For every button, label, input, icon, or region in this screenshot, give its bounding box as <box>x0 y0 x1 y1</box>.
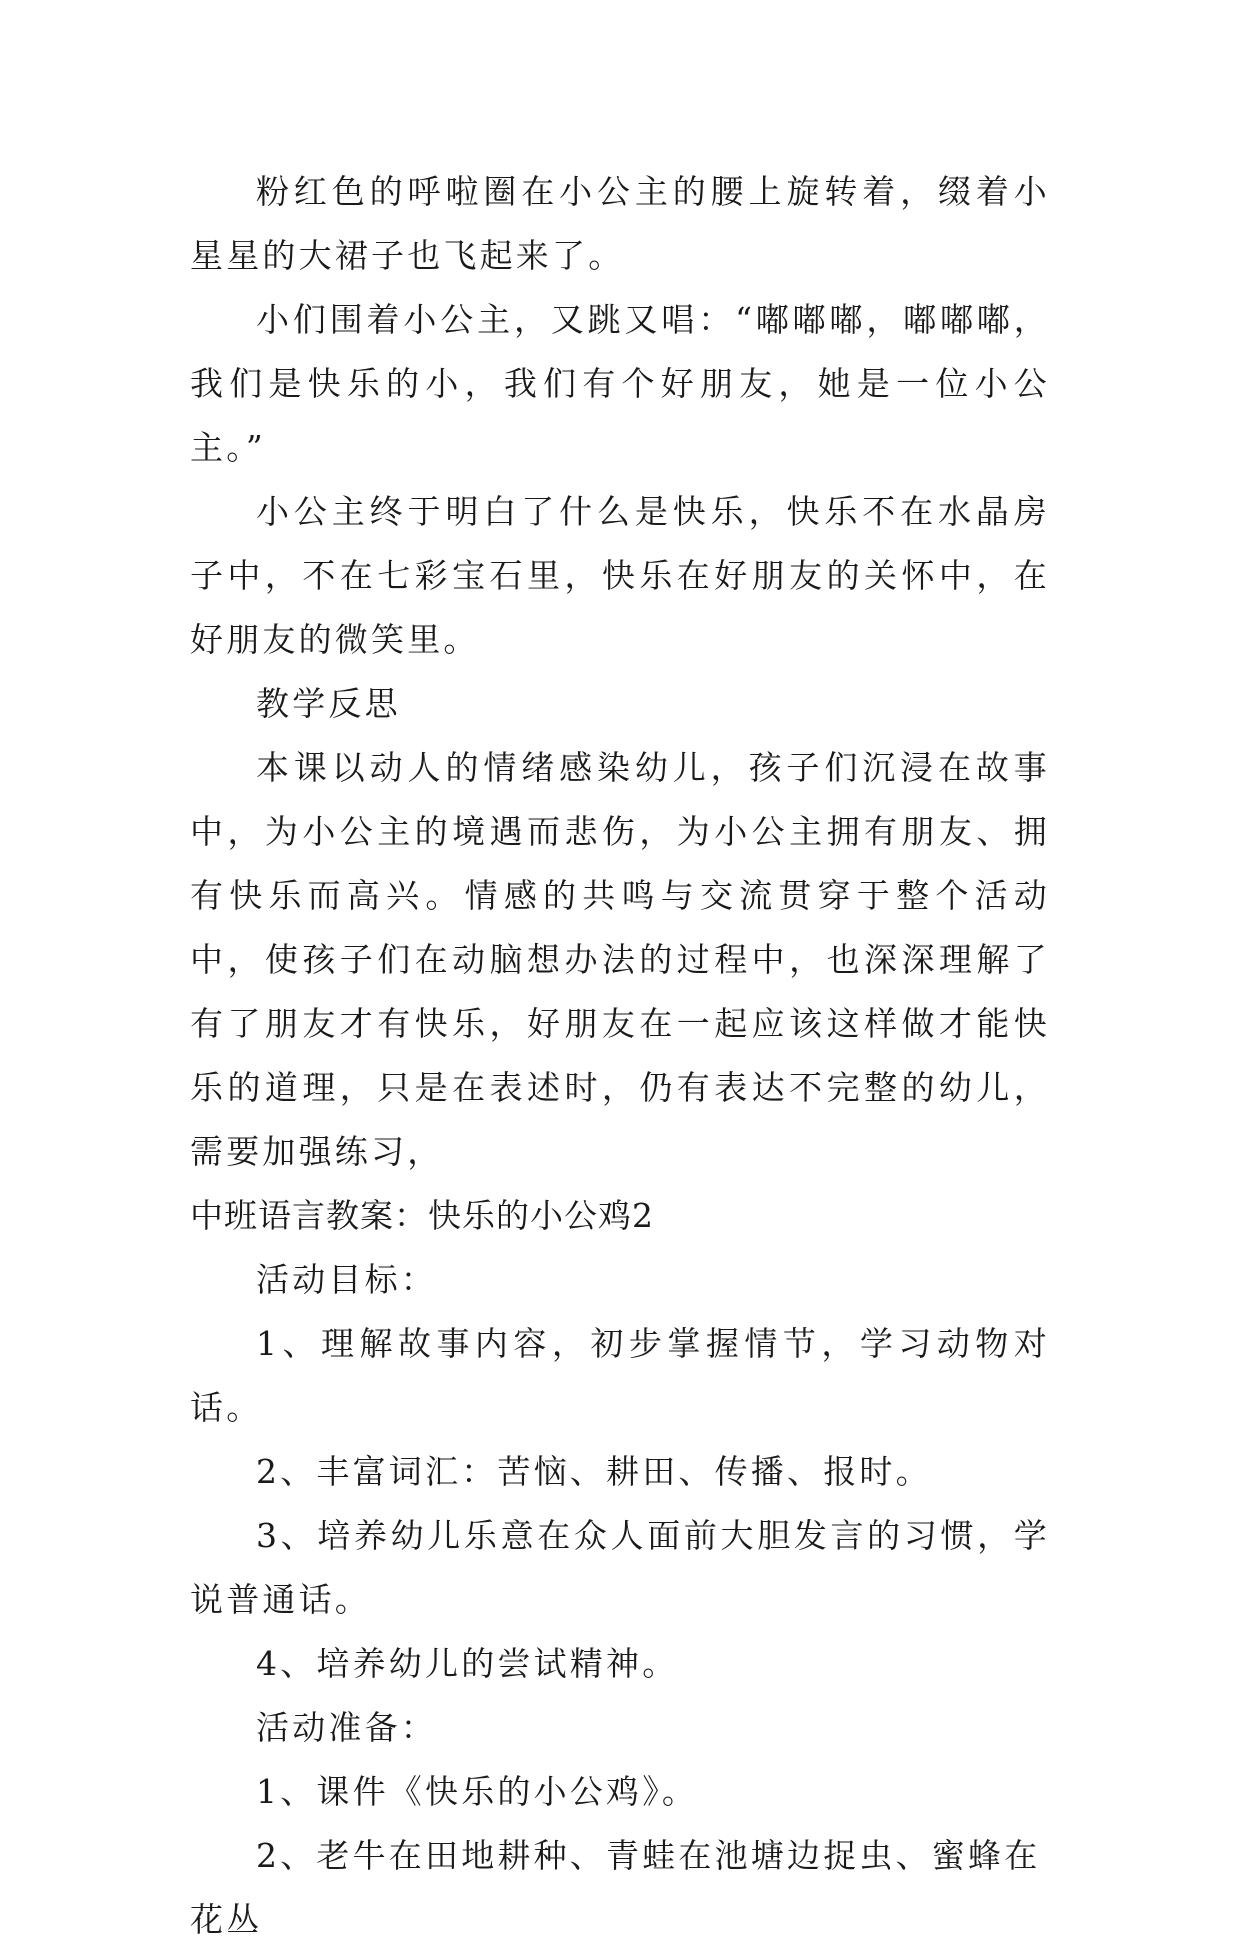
reflection-paragraph: 本课以动人的情绪感染幼儿，孩子们沉浸在故事中，为小公主的境遇而悲伤，为小公主拥有朋友、拥有快乐而高兴。情感的共鸣与交流贯穿于整个活动中，使孩子们在动脑想办法的过程中，也深深理解了有了朋友才有快乐，好朋友在一起应该这样做才能快乐的道理，只是在表述时，仍有表达不完整的幼儿，需要加强练习， <box>190 748 1050 1171</box>
preparation-item: 1、课件《快乐的小公鸡》。 <box>256 1772 699 1811</box>
reflection-heading: 教学反思 <box>256 684 401 723</box>
document-page <box>190 160 1050 1952</box>
story-paragraph: 小公主终于明白了什么是快乐，快乐不在水晶房子中，不在七彩宝石里，快乐在好朋友的关怀中，在好朋友的微笑里。 <box>190 492 1050 659</box>
section-title: 中班语言教案：快乐的小公鸡2 <box>190 1196 654 1235</box>
story-paragraph: 小们围着小公主，又跳又唱：“嘟嘟嘟，嘟嘟嘟，我们是快乐的小，我们有个好朋友，她是一位小公主。” <box>190 300 1050 467</box>
story-paragraph: 粉红色的呼啦圈在小公主的腰上旋转着，缀着小星星的大裙子也飞起来了。 <box>190 172 1050 275</box>
goals-heading: 活动目标： <box>256 1260 437 1299</box>
preparation-item: 2、老牛在田地耕种、青蛙在池塘边捉虫、蜜蜂在花丛 <box>190 1836 1041 1939</box>
goal-item: 2、丰富词汇：苦恼、耕田、传播、报时。 <box>256 1452 932 1491</box>
preparation-heading: 活动准备： <box>256 1708 437 1747</box>
goal-item: 3、培养幼儿乐意在众人面前大胆发言的习惯，学说普通话。 <box>190 1516 1050 1619</box>
goal-item: 4、培养幼儿的尝试精神。 <box>256 1644 679 1683</box>
goal-item: 1、理解故事内容，初步掌握情节，学习动物对话。 <box>190 1324 1050 1427</box>
